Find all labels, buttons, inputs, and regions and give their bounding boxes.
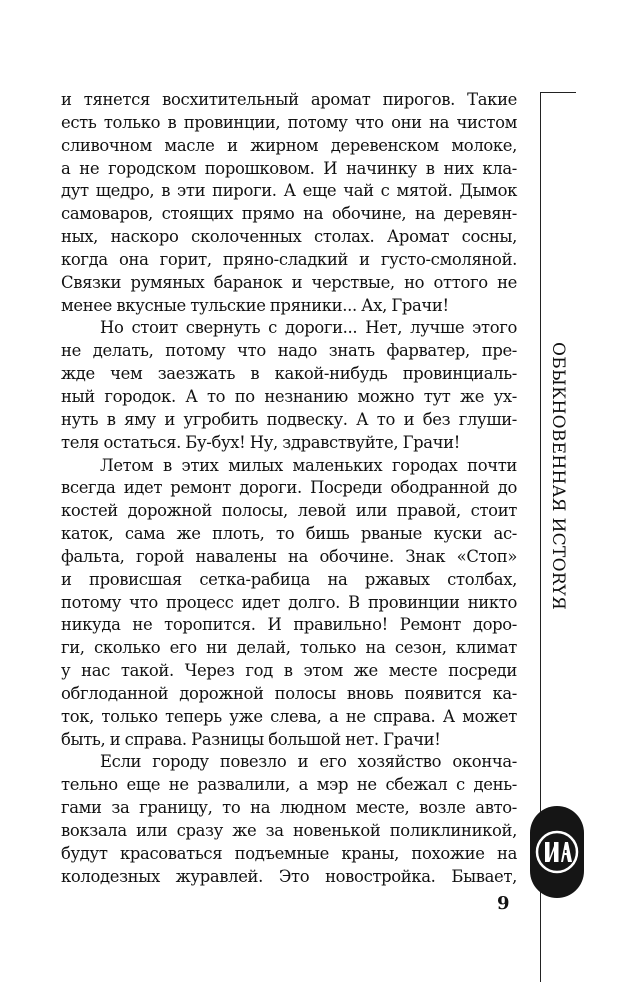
- running-title: ОБЫКНОВЕННАЯ ИСТОRYЯ: [548, 342, 568, 610]
- text-line: быть, и справа. Разницы большой нет. Грачи!: [61, 729, 441, 749]
- paragraph-2: [61, 317, 517, 454]
- paragraph-4: [61, 751, 517, 888]
- text-line: ток, только теперь уже слева, а не справа. А может: [61, 706, 517, 726]
- text-line: потому что процесс идет долго. В провинции никто: [61, 592, 517, 612]
- text-line: вокзала или сразу же за новенькой поликлиникой,: [61, 821, 517, 840]
- text-line: менее вкусные тульские пряники... Ах, Грачи!: [61, 295, 449, 315]
- text-line: Летом в этих милых маленьких городах почти: [100, 455, 517, 475]
- body-text: [61, 89, 517, 889]
- text-line: нуть в яму и угробить подвеску. А то и без глуши-: [61, 409, 517, 429]
- text-line: и тянется восхитительный аромат пирогов. Такие: [61, 90, 517, 109]
- text-line: костей дорожной полосы, левой или правой, стоит: [61, 501, 517, 521]
- paragraph-1: [61, 89, 517, 317]
- text-line: Связки румяных баранок и черствые, но оттого не: [61, 272, 517, 292]
- text-line: и провисшая сетка-рабица на ржавых столбах,: [61, 569, 517, 589]
- text-line: Если городу повезло и его хозяйство оконча-: [100, 752, 517, 772]
- text-line: обглоданной дорожной полосы вновь появится ка-: [61, 683, 517, 703]
- text-line: ный городок. А то по незнанию можно тут же ух-: [61, 386, 517, 406]
- text-line: никуда не торопится. И правильно! Ремонт доро-: [61, 615, 517, 635]
- text-line: не делать, потому что надо знать фарватер, пре-: [61, 341, 517, 361]
- text-line: теля остаться. Бу-бух! Ну, здравствуйте, Грачи!: [61, 432, 460, 452]
- text-line: ных, наскоро сколоченных столах. Аромат сосны,: [61, 227, 517, 247]
- text-line: а не городском порошковом. И начинку в них кла-: [61, 158, 517, 178]
- text-line: когда она горит, пряно-сладкий и густо-смоляной.: [61, 249, 517, 269]
- text-line: фальта, горой навалены на обочине. Знак «Стоп»: [61, 546, 517, 566]
- text-line: дут щедро, в эти пироги. А еще чай с мятой. Дымок: [61, 181, 517, 201]
- text-line: тельно еще не развалили, а мэр не сбежал с день-: [61, 775, 517, 795]
- text-line: гами за границу, то на людном месте, возле авто-: [61, 798, 517, 818]
- text-line: ги, сколько его ни делай, только на сезон, климат: [61, 638, 517, 658]
- text-line: у нас такой. Через год в этом же месте посреди: [61, 661, 517, 681]
- text-line: жде чем заезжать в какой-нибудь провинциаль-: [61, 364, 517, 384]
- text-line: будут красоваться подъемные краны, похожие на: [61, 843, 517, 863]
- page-number: 9: [497, 893, 510, 914]
- text-line: всегда идет ремонт дороги. Посреди ободранной до: [61, 478, 517, 498]
- text-line: каток, сама же плоть, то бишь рваные куски ас-: [61, 524, 517, 544]
- text-line: колодезных журавлей. Это новостройка. Бывает,: [61, 866, 517, 886]
- publisher-logo-icon: [530, 806, 584, 898]
- text-line: Но стоит свернуть с дороги... Нет, лучше этого: [100, 318, 517, 338]
- logo-mark: [535, 830, 579, 874]
- text-line: самоваров, стоящих прямо на обочине, на деревян-: [61, 204, 517, 224]
- text-line: сливочном масле и жирном деревенском молоке,: [61, 135, 517, 155]
- text-line: есть только в провинции, потому что они на чистом: [61, 112, 517, 132]
- paragraph-3: [61, 455, 517, 752]
